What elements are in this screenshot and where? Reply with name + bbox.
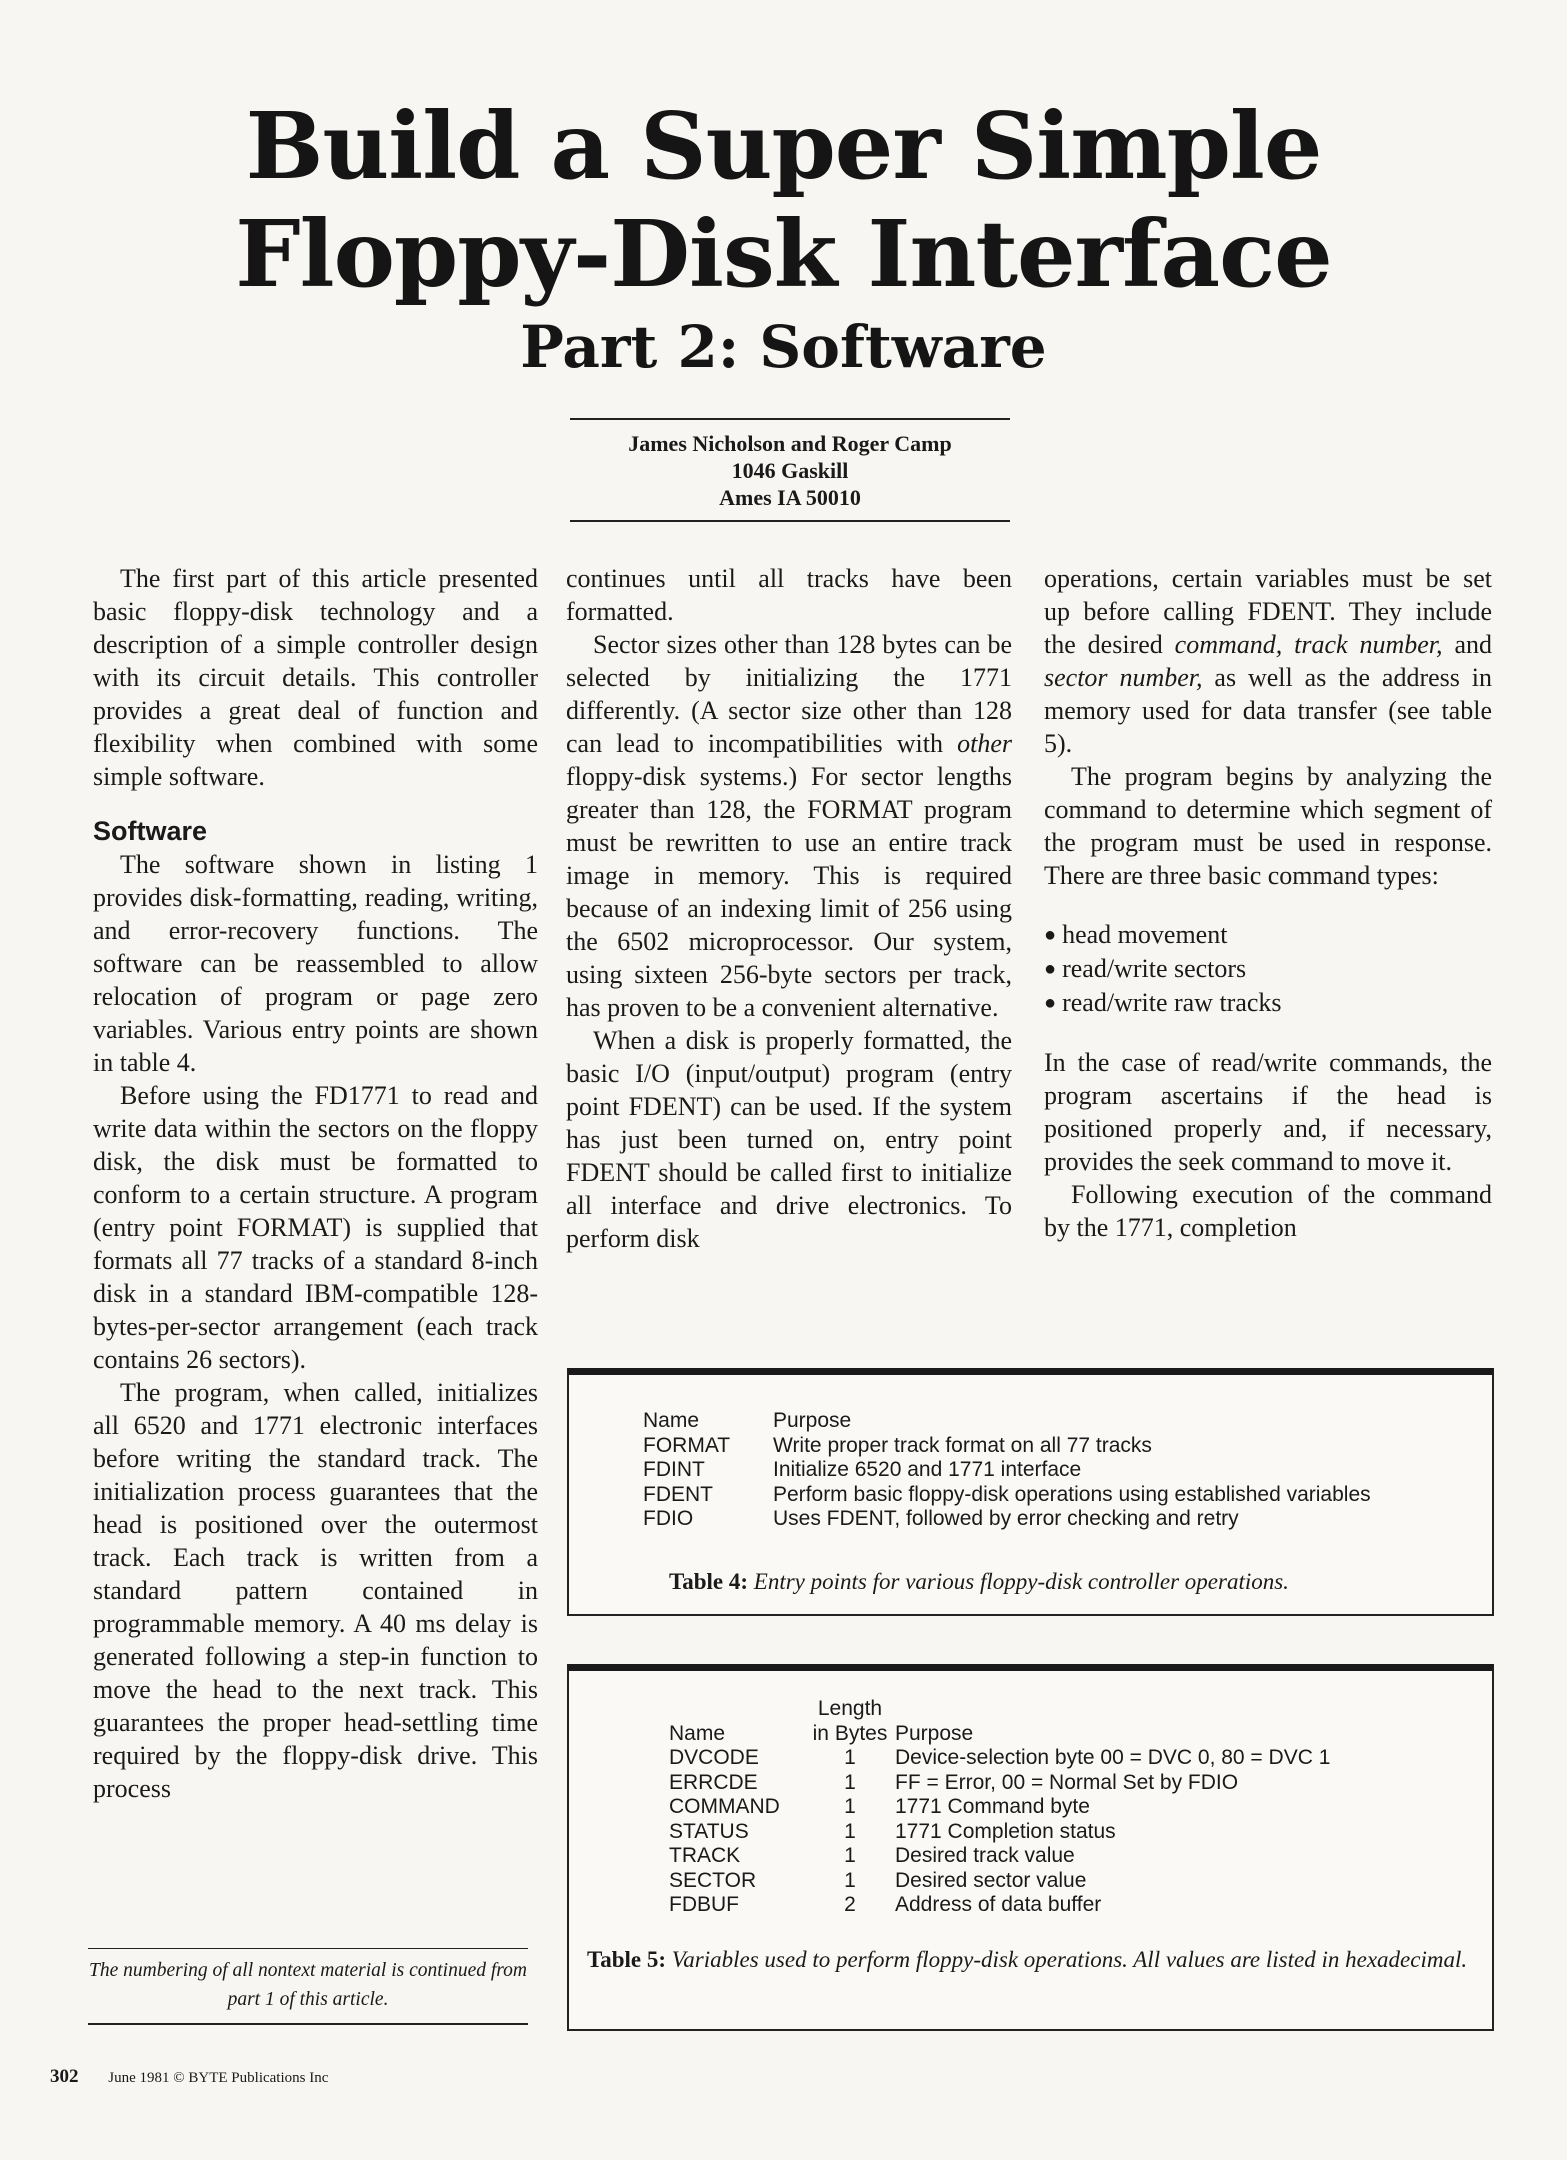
byline-authors: James Nicholson and Roger Camp [628,431,952,456]
table-cell-purpose: 1771 Command byte [895,1795,1090,1818]
table-5 [669,1697,1330,1918]
page-footer [50,2066,328,2088]
caption-label: Table 4: [669,1569,749,1594]
table-row [643,1483,1371,1508]
table-row [669,1893,1330,1918]
table-cell-name: SECTOR [669,1868,757,1892]
table-cell-purpose: FF = Error, 00 = Normal Set by FDIO [895,1770,1239,1794]
table-row [669,1795,1330,1820]
command-type-list [1044,918,1492,1020]
table-cell-purpose: Write proper track format on all 77 tracks [773,1433,1152,1457]
paragraph-intro: The first part of this article presented basic floppy-disk technology and a description of a simple controller design with its circuit details. This controller provides a great deal of function and flexibility when combined with some simple software. [93,564,538,791]
table-header-row [643,1409,1371,1434]
text-run: floppy-disk systems.) For sector lengths greater than 128, the FORMAT program must be rewritten to use an entire track image in memory. This is required because of an indexing limit of 256 using the 6502 microprocessor. Our system, using sixteen 256-byte sectors per track, has proven to be a convenient alternative. [566,762,1012,1022]
table-header-purpose: Purpose [773,1409,852,1432]
text-run: operations, certain variables must be set up before calling FDENT. They include the desired [1044,564,1492,659]
text-emphasis: sector number, [1044,663,1203,692]
table-cell-purpose: Desired track value [895,1844,1075,1867]
table-row [643,1434,1371,1459]
table-row [669,1820,1330,1845]
text-run: as well as the address in memory used for data transfer (see table 5). [1044,663,1493,758]
table-cell-name: ERRCDE [669,1770,758,1794]
table-header-length-bottom: in Bytes [812,1721,888,1745]
text-emphasis: other [957,729,1012,758]
list-item: ● read/write raw tracks [1044,986,1492,1020]
table-header-row [669,1697,1330,1722]
page-number: 302 [50,2066,79,2087]
text-run: Sector sizes other than 128 bytes can be selected by initializing the 1771 differently. (A sector size other than 128 can lead to incompatibilities with [566,630,1012,758]
article-subtitle: Part 2: Software [520,313,1047,381]
paragraph-read-write: In the case of read/write commands, the program ascertains if the head is positioned properly and, if necessary, provides the seek command to move it. [1044,1048,1492,1176]
table-row [669,1869,1330,1894]
table-row [643,1507,1371,1532]
paragraph-completion: Following execution of the command by the 1771, completion [1044,1180,1492,1242]
table-cell-name: FDIO [643,1507,694,1530]
table-cell-length: 1 [844,1844,856,1867]
paragraph-fdent: When a disk is properly formatted, the basic I/O (input/output) program (entry point FDENT) can be used. If the system has just been turned on, entry point FDENT should be called first to initialize all interface and drive electronics. To perform disk [566,1026,1012,1253]
table-header-spacer [669,1697,805,1722]
publication-info: June 1981 © BYTE Publications Inc [108,2070,329,2086]
table-5-caption [587,1945,1477,1974]
article-title-line1: Build a Super Simple [245,92,1322,200]
paragraph-software: The software shown in listing 1 provides disk-formatting, reading, writing, and error-recovery functions. The software can be reassembled to allow relocation of program or page zero variables. Various entry points are shown in table 4. [93,850,538,1077]
table-header-length-top: Length [817,1697,883,1720]
table-cell-purpose: Device-selection byte 00 = DVC 0, 80 = DVC 1 [895,1746,1331,1769]
table-5-box [567,1664,1494,2031]
column-2 [566,562,1012,1255]
table-cell-name: DVCODE [669,1746,759,1769]
caption-label: Table 5: [587,1947,667,1972]
table-row [643,1458,1371,1483]
table-cell-name: FDINT [643,1458,705,1481]
paragraph-continues: continues until all tracks have been formatted. [566,564,1012,626]
text-emphasis: command, track number, [1174,630,1443,659]
byline-top-rule [570,418,1010,420]
table-cell-purpose: Perform basic floppy-disk operations using established variables [773,1482,1371,1506]
byline [570,430,1010,511]
section-heading-software: Software [93,816,208,846]
column-3 [1044,562,1492,1244]
table-cell-length: 2 [844,1893,856,1916]
byline-city: Ames IA 50010 [719,485,861,510]
table-cell-name: FORMAT [643,1433,731,1457]
table-4-caption [669,1567,1479,1596]
table-row [669,1844,1330,1869]
paragraph-variables [1044,562,1492,760]
paragraph-command-types: The program begins by analyzing the command to determine which segment of the program must be used in response. There are three basic command types: [1044,762,1492,890]
table-header-spacer [895,1697,1330,1722]
paragraph-program: The program, when called, initializes all 6520 and 1771 electronic interfaces before writing the standard track. The initialization process guarantees that the head is positioned over the outermost track. Each track is written from a standard pattern contained in programmable memory. A 40 ms delay is generated following a step-in function to move the head to the next track. This guarantees the proper head-settling time required by the floppy-disk drive. This process [93,1378,538,1803]
table-cell-name: FDENT [643,1482,713,1506]
table-cell-length: 1 [844,1795,856,1818]
footnote-bottom-rule [88,2023,528,2025]
table-4-box [567,1368,1494,1616]
caption-text: Variables used to perform floppy-disk operations. All values are listed in hexadecimal. [671,1947,1468,1972]
table-cell-length: 1 [844,1770,856,1794]
table-cell-purpose: 1771 Completion status [895,1819,1116,1843]
table-header-name: Name [669,1721,726,1745]
table-cell-purpose: Address of data buffer [895,1893,1102,1916]
caption-text: Entry points for various floppy-disk controller operations. [753,1569,1289,1594]
paragraph-sector-sizes [566,628,1012,1024]
article-title-line2: Floppy-Disk Interface [235,200,1332,308]
byline-street: 1046 Gaskill [731,458,849,483]
table-cell-name: TRACK [669,1844,741,1867]
table-row [669,1771,1330,1796]
table-cell-length: 1 [844,1819,856,1843]
table-cell-name: STATUS [669,1819,749,1843]
table-cell-length: 1 [844,1868,856,1892]
table-header-row [669,1722,1330,1747]
byline-bottom-rule [570,520,1010,522]
table-cell-name: FDBUF [669,1893,739,1916]
column-1 [93,562,538,1805]
table-cell-purpose: Initialize 6520 and 1771 interface [773,1458,1082,1481]
table-header-purpose: Purpose [895,1721,974,1745]
table-row [669,1746,1330,1771]
table-cell-purpose: Uses FDENT, followed by error checking and retry [773,1507,1239,1530]
list-item: ● head movement [1044,918,1492,952]
list-item: ● read/write sectors [1044,952,1492,986]
footnote-top-rule [88,1948,528,1949]
paragraph-format: Before using the FD1771 to read and write data within the sectors on the floppy disk, the disk must be formatted to conform to a certain structure. A program (entry point FORMAT) is supplied that formats all 77 tracks of a standard 8-inch disk in a standard IBM-compatible 128-bytes-per-sector arrangement (each track contains 26 sectors). [93,1081,538,1374]
text-run: and [1442,630,1492,659]
table-4 [643,1409,1371,1532]
footnote: The numbering of all nontext material is continued from part 1 of this article. [89,1960,527,2010]
table-cell-length: 1 [844,1746,856,1769]
table-cell-name: COMMAND [669,1795,780,1818]
table-cell-purpose: Desired sector value [895,1868,1087,1892]
table-header-name: Name [643,1409,700,1432]
